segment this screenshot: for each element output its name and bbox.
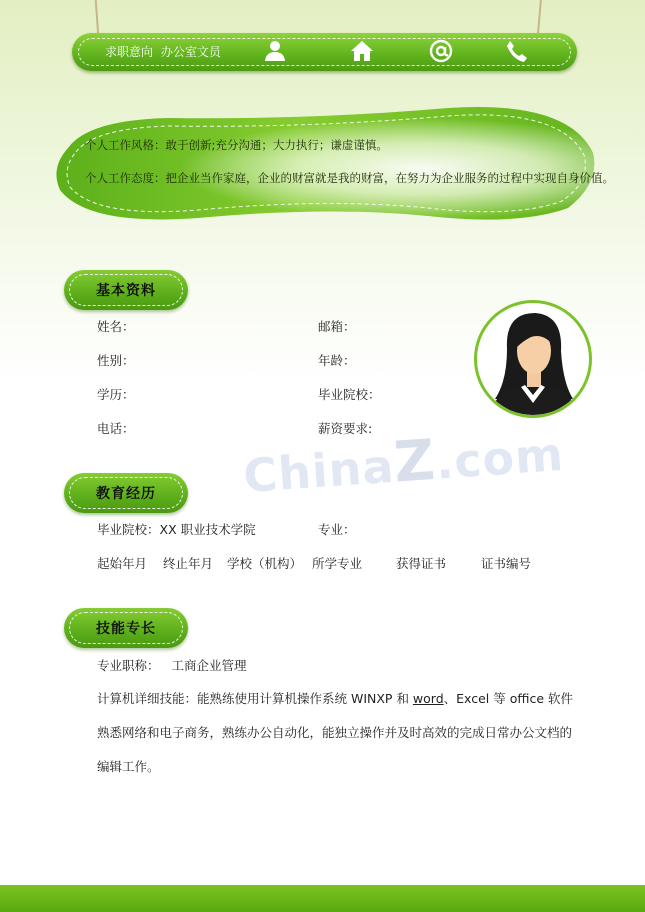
watermark-text-b: .com — [433, 426, 566, 490]
section-title-basic-info: 基本资料 — [96, 283, 156, 299]
job-objective-value: 办公室文员 — [160, 45, 221, 59]
home-icon — [349, 38, 375, 64]
computer-skills-line-2: 熟悉网络和电子商务，熟练办公自动化，能独立操作并及时高效的完成日常办公文档的 — [97, 725, 573, 740]
avatar-portrait-icon — [477, 303, 589, 415]
professional-title-label: 专业职称： — [97, 658, 160, 673]
person-icon — [262, 38, 288, 64]
hanging-string-left — [95, 0, 100, 36]
education-level-field: 学历： — [97, 387, 135, 402]
graduate-school-field: 毕业院校： — [318, 387, 381, 402]
section-tag-education — [64, 473, 188, 513]
watermark — [241, 419, 566, 506]
footer-bar — [0, 885, 645, 912]
email-at-icon — [428, 38, 454, 64]
avatar — [474, 300, 592, 418]
work-attitude-line: 个人工作态度：把企业当作家庭，企业的财富就是我的财富，在努力为企业服务的过程中实现自身价值。 — [85, 171, 614, 185]
education-school: 毕业院校：XX 职业技术学院 — [97, 522, 256, 537]
watermark-text-a: China — [241, 438, 397, 504]
professional-title-value: 工商企业管理 — [171, 658, 247, 673]
professional-title — [97, 656, 247, 674]
education-column-cert-number: 证书编号 — [481, 556, 532, 571]
computer-skills-line-3: 编辑工作。 — [97, 759, 160, 774]
education-column-major: 所学专业 — [312, 556, 363, 571]
section-title-skills: 技能专长 — [96, 621, 156, 637]
salary-field: 薪资要求: — [318, 421, 373, 436]
gender-field: 性别： — [97, 353, 135, 368]
computer-skills-line-1 — [97, 689, 573, 707]
job-objective — [105, 43, 221, 60]
computer-skills-word: word — [412, 691, 444, 706]
education-major: 专业： — [318, 522, 356, 537]
computer-skills-text-b: 、Excel 等 office 软件 — [443, 691, 573, 706]
phone-field: 电话： — [97, 421, 135, 436]
age-field: 年龄： — [318, 353, 356, 368]
computer-skills-text-a: 计算机详细技能：能熟练使用计算机操作系统 WINXP 和 — [97, 691, 413, 706]
email-field: 邮箱： — [318, 319, 356, 334]
job-objective-label: 求职意向 — [105, 45, 154, 59]
intro-banner — [48, 98, 600, 226]
section-title-education: 教育经历 — [96, 486, 156, 502]
watermark-text-z: Z — [391, 427, 438, 496]
name-field: 姓名： — [97, 319, 135, 334]
education-column-end: 终止年月 — [163, 556, 214, 571]
education-column-start: 起始年月 — [97, 556, 148, 571]
work-style-line: 个人工作风格：敢于创新;充分沟通；大力执行；谦虚谨慎。 — [85, 138, 388, 152]
section-tag-basic-info — [64, 270, 188, 310]
education-column-certificate: 获得证书 — [396, 556, 447, 571]
section-tag-skills — [64, 608, 188, 648]
phone-icon — [503, 38, 529, 64]
education-column-school: 学校（机构） — [227, 556, 303, 571]
